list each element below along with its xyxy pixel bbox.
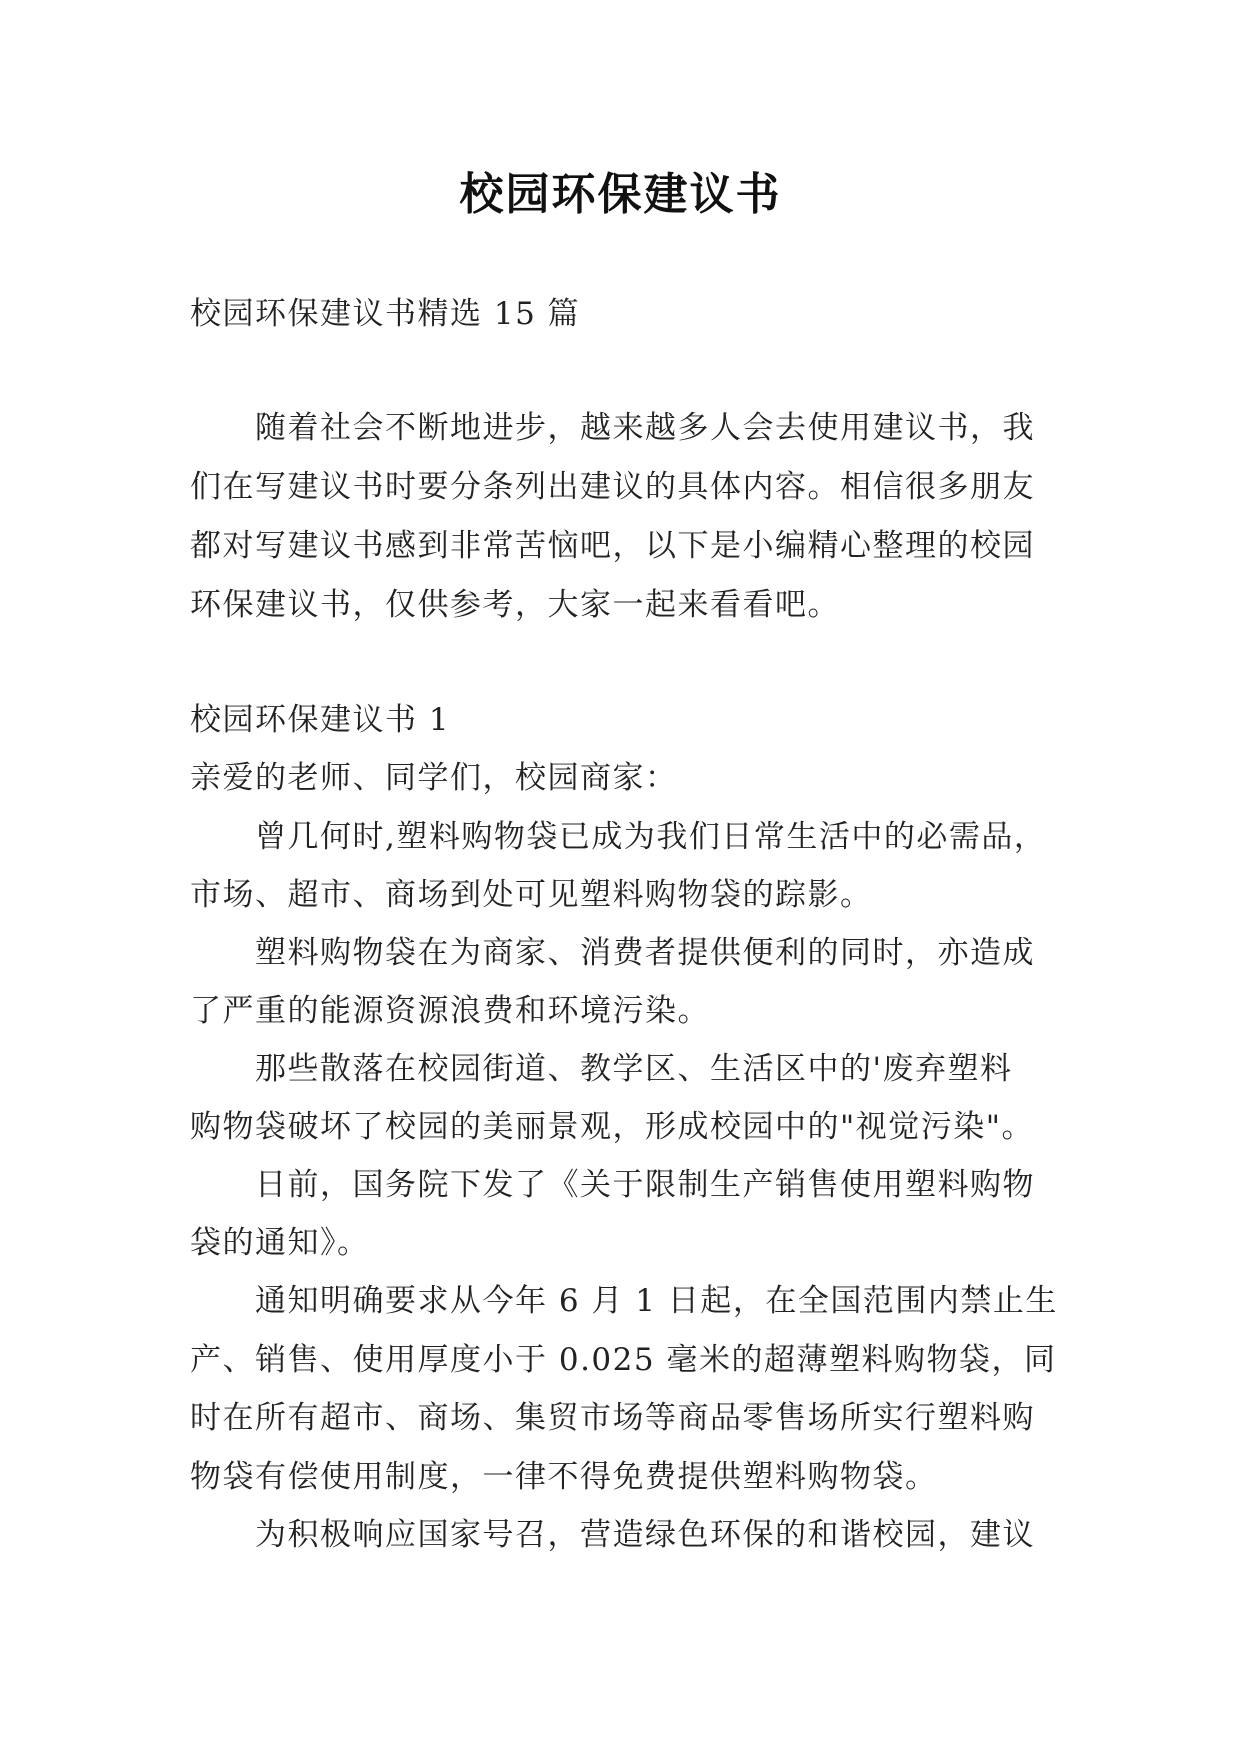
- body-line: 环保建议书，仅供参考，大家一起来看看吧。: [190, 587, 840, 623]
- subtitle-line: 校园环保建议书精选 15 篇: [190, 296, 581, 332]
- body-line: 物袋有偿使用制度，一律不得免费提供塑料购物袋。: [190, 1459, 938, 1495]
- body-line: 随着社会不断地进步，越来越多人会去使用建议书，我: [255, 410, 1035, 446]
- body-line: 塑料购物袋在为商家、消费者提供便利的同时，亦造成: [255, 935, 1035, 971]
- body-line: 曾几何时,塑料购物袋已成为我们日常生活中的必需品，: [255, 819, 1047, 855]
- body-line: 们在写建议书时要分条列出建议的具体内容。相信很多朋友: [190, 469, 1035, 505]
- document-title: 校园环保建议书: [459, 169, 782, 220]
- body-line: 那些散落在校园街道、教学区、生活区中的'废弃塑料: [255, 1051, 1013, 1087]
- body-line: 市场、超市、商场到处可见塑料购物袋的踪影。: [190, 877, 873, 913]
- body-line: 产、销售、使用厚度小于 0.025 毫米的超薄塑料购物袋，同: [190, 1342, 1057, 1378]
- body-line: 日前，国务院下发了《关于限制生产销售使用塑料购物: [255, 1167, 1035, 1203]
- body-line: 时在所有超市、商场、集贸市场等商品零售场所实行塑料购: [190, 1400, 1035, 1436]
- body-line: 都对写建议书感到非常苦恼吧，以下是小编精心整理的校园: [190, 528, 1035, 564]
- body-line: 袋的通知》。: [190, 1225, 370, 1261]
- body-line: 了严重的能源资源浪费和环境污染。: [190, 993, 710, 1029]
- body-line: 购物袋破坏了校园的美丽景观，形成校园中的"视觉污染"。: [190, 1109, 1035, 1145]
- body-line: 通知明确要求从今年 6 月 1 日起，在全国范围内禁止生: [255, 1283, 1058, 1319]
- body-line: 为积极响应国家号召，营造绿色环保的和谐校园，建议: [255, 1517, 1035, 1553]
- salutation-line: 亲爱的老师、同学们，校园商家：: [190, 760, 678, 796]
- section-heading: 校园环保建议书 1: [190, 702, 451, 738]
